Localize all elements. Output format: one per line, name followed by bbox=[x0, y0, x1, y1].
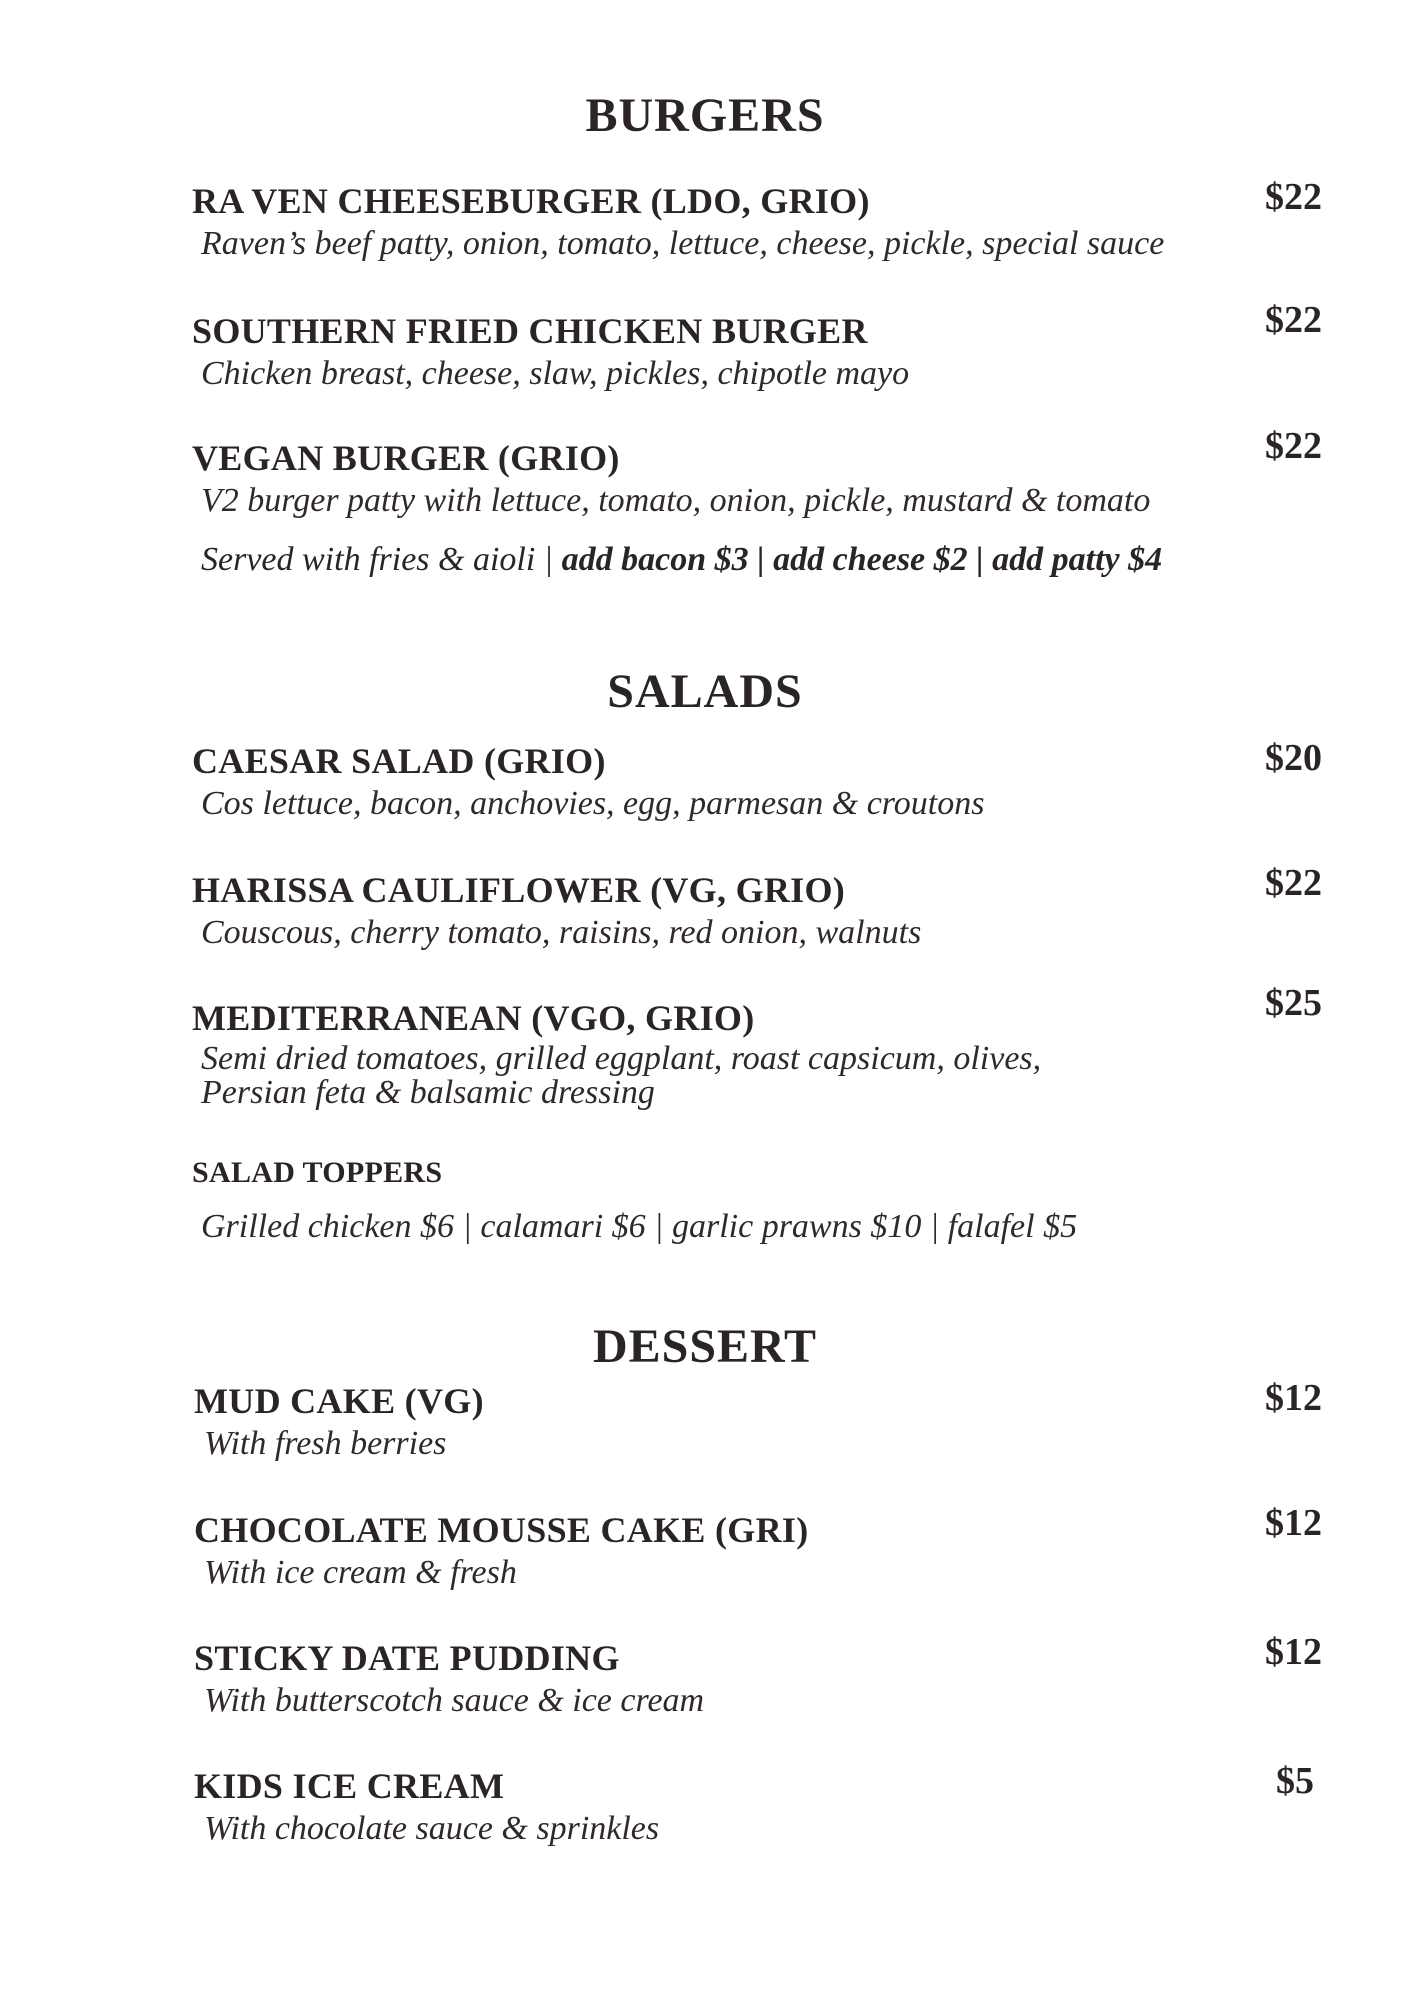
burgers-sides-note bbox=[201, 543, 1162, 577]
item-price: $5 bbox=[1276, 1760, 1314, 1802]
menu-item-raven-cheeseburger bbox=[192, 176, 1322, 262]
salad-toppers-heading: SALAD TOPPERS bbox=[192, 1156, 443, 1189]
menu-item-vegan-burger bbox=[192, 425, 1322, 519]
item-name: CHOCOLATE MOUSSE CAKE (GRI) bbox=[194, 1510, 809, 1550]
item-price: $12 bbox=[1265, 1377, 1322, 1419]
item-price: $22 bbox=[1265, 425, 1322, 467]
menu-item-mud-cake bbox=[192, 1377, 1322, 1462]
item-description: With fresh berries bbox=[204, 1425, 447, 1462]
item-price: $20 bbox=[1265, 737, 1322, 779]
item-description-line-1: Semi dried tomatoes, grilled eggplant, roast capsicum, olives, bbox=[201, 1040, 1042, 1077]
item-description: Chicken breast, cheese, slaw, pickles, chipotle mayo bbox=[201, 355, 910, 392]
item-description: With chocolate sauce & sprinkles bbox=[204, 1810, 660, 1847]
item-name: MUD CAKE (VG) bbox=[194, 1381, 484, 1421]
item-price: $22 bbox=[1265, 299, 1322, 341]
item-description: With butterscotch sauce & ice cream bbox=[204, 1682, 705, 1719]
note-add-ons: add bacon $3 | add cheese $2 | add patty $4 bbox=[561, 541, 1163, 578]
item-description: With ice cream & fresh bbox=[204, 1554, 517, 1591]
item-description: Cos lettuce, bacon, anchovies, egg, parmesan & croutons bbox=[201, 785, 985, 822]
item-name: CAESAR SALAD (GRIO) bbox=[192, 741, 606, 781]
item-name: SOUTHERN FRIED CHICKEN BURGER bbox=[192, 311, 868, 351]
item-name: RA VEN CHEESEBURGER (LDO, GRIO) bbox=[192, 181, 870, 221]
item-price: $12 bbox=[1265, 1631, 1322, 1673]
section-title-salads: SALADS bbox=[607, 665, 803, 718]
menu-item-southern-fried-chicken-burger bbox=[192, 299, 1322, 392]
item-price: $22 bbox=[1265, 862, 1322, 904]
salad-toppers-list: Grilled chicken $6 | calamari $6 | garlic prawns $10 | falafel $5 bbox=[201, 1208, 1078, 1245]
item-name: KIDS ICE CREAM bbox=[194, 1766, 505, 1806]
menu-item-mediterranean bbox=[192, 982, 1322, 1111]
menu-item-sticky-date-pudding bbox=[192, 1631, 1322, 1719]
item-name: HARISSA CAULIFLOWER (VG, GRIO) bbox=[192, 870, 846, 910]
item-description: V2 burger patty with lettuce, tomato, onion, pickle, mustard & tomato bbox=[201, 482, 1151, 519]
item-name: STICKY DATE PUDDING bbox=[194, 1638, 620, 1678]
section-title-dessert: DESSERT bbox=[592, 1320, 818, 1373]
item-description: Couscous, cherry tomato, raisins, red onion, walnuts bbox=[201, 914, 922, 951]
item-price: $12 bbox=[1265, 1502, 1322, 1544]
item-description-line-2: Persian feta & balsamic dressing bbox=[201, 1074, 655, 1111]
item-price: $25 bbox=[1265, 982, 1322, 1024]
menu-item-chocolate-mousse-cake bbox=[192, 1502, 1322, 1591]
section-title-burgers: BURGERS bbox=[585, 89, 825, 142]
menu-item-harissa-cauliflower bbox=[192, 862, 1322, 951]
note-served-with: Served with fries & aioli | bbox=[201, 541, 562, 578]
item-price: $22 bbox=[1265, 176, 1322, 218]
item-description: Raven’s beef patty, onion, tomato, lettuce, cheese, pickle, special sauce bbox=[201, 225, 1165, 262]
menu-item-caesar-salad bbox=[192, 737, 1322, 822]
menu-item-kids-ice-cream bbox=[192, 1760, 1322, 1847]
item-name: VEGAN BURGER (GRIO) bbox=[192, 438, 620, 478]
item-name: MEDITERRANEAN (VGO, GRIO) bbox=[192, 998, 755, 1038]
